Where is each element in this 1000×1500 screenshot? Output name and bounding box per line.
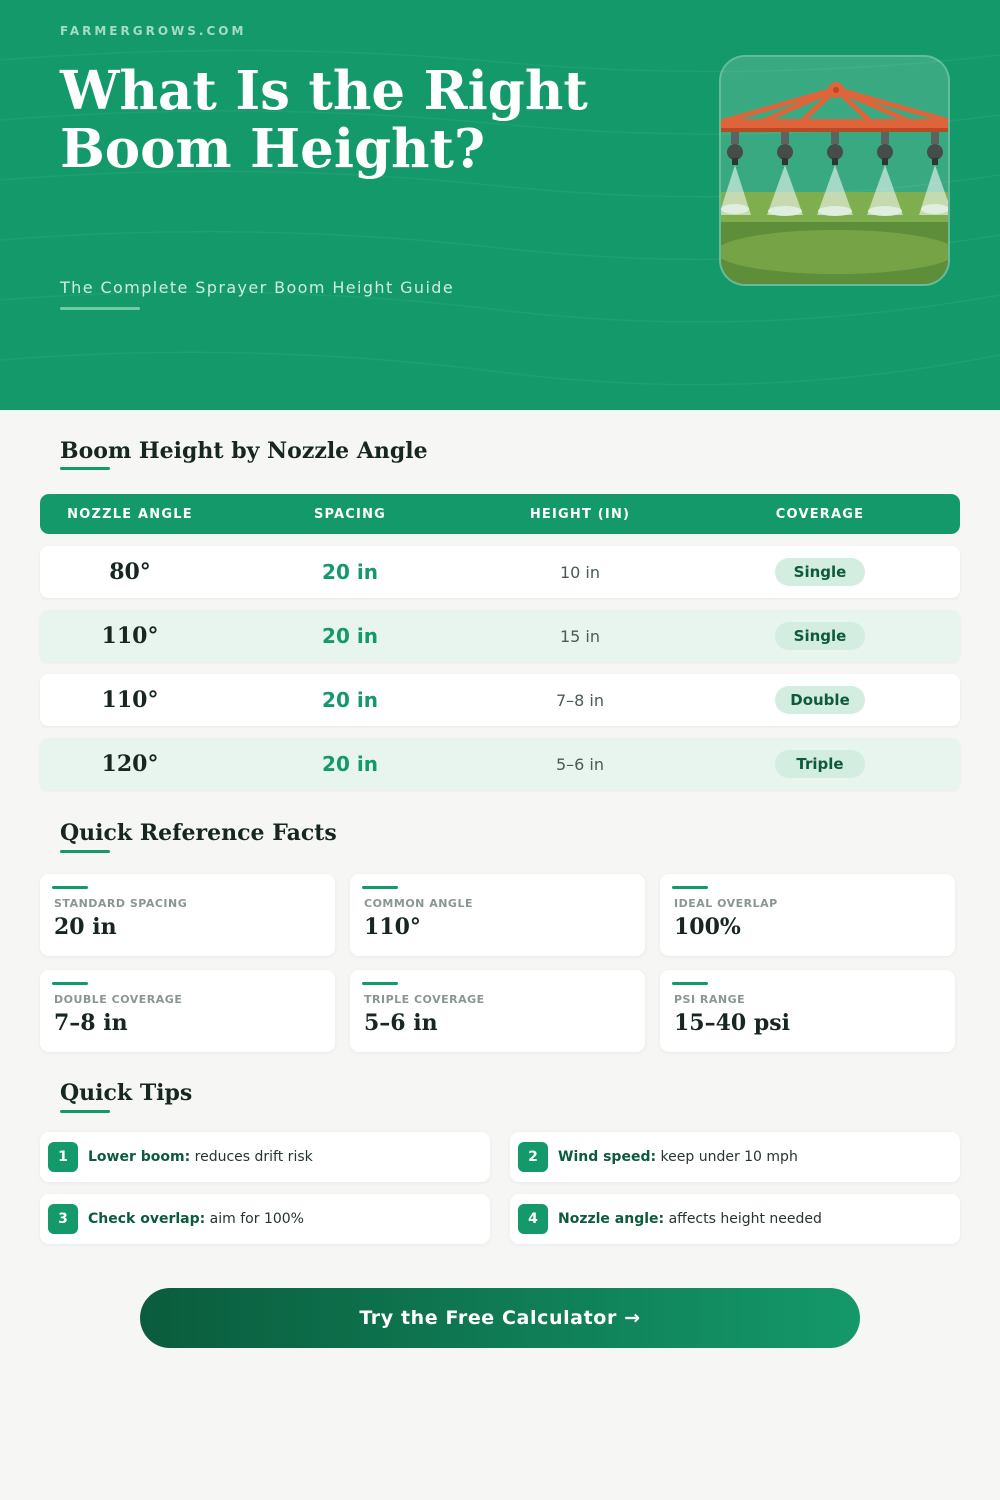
cell-height: 10 in: [559, 562, 601, 582]
cell-spacing: 20 in: [322, 624, 378, 648]
coverage-badge: Double: [775, 686, 865, 714]
tip-text: [88, 1149, 313, 1165]
tip-card: [510, 1132, 960, 1182]
sprayer-boom-illustration: [719, 55, 950, 286]
fact-card: [40, 874, 335, 956]
tip-number-badge: 2: [518, 1142, 548, 1172]
tip-text: [558, 1211, 822, 1227]
tip-body: affects height needed: [664, 1211, 822, 1227]
fact-accent-bar: [362, 886, 398, 889]
tip-heading: Wind speed:: [558, 1149, 657, 1165]
tips-section-title: Quick Tips: [60, 1080, 193, 1106]
fact-value: 7–8 in: [54, 1010, 128, 1036]
tips-section-underline: [60, 1110, 110, 1113]
table-row: [40, 546, 960, 598]
table-row: [40, 610, 960, 662]
cell-angle: 80°: [109, 559, 151, 585]
cell-angle: 110°: [101, 623, 159, 649]
fact-card: [660, 874, 955, 956]
fact-card: [350, 970, 645, 1052]
fact-value: 15–40 psi: [674, 1010, 791, 1036]
fact-accent-bar: [362, 982, 398, 985]
header-height: HEIGHT (IN): [529, 506, 631, 522]
facts-section-title: Quick Reference Facts: [60, 820, 337, 846]
fact-label: COMMON ANGLE: [364, 897, 473, 910]
fact-value: 100%: [674, 914, 741, 940]
hero-banner: [0, 0, 1000, 410]
cell-spacing: 20 in: [322, 560, 378, 584]
cell-height: 5–6 in: [555, 754, 605, 774]
facts-section-underline: [60, 850, 110, 853]
tip-text: [558, 1149, 798, 1165]
fact-label: PSI RANGE: [674, 993, 746, 1006]
fact-value: 20 in: [54, 914, 117, 940]
page-title: What Is the Right Boom Height?: [60, 60, 588, 180]
cell-spacing: 20 in: [322, 752, 378, 776]
fact-label: DOUBLE COVERAGE: [54, 993, 183, 1006]
subtitle-underline: [60, 307, 140, 310]
coverage-badge: Single: [775, 622, 865, 650]
fact-value: 110°: [364, 914, 421, 940]
header-spacing: SPACING: [313, 506, 387, 522]
fact-value: 5–6 in: [364, 1010, 438, 1036]
tip-body: reduces drift risk: [190, 1149, 313, 1165]
tip-body: keep under 10 mph: [656, 1149, 798, 1165]
tip-card: [40, 1194, 490, 1244]
free-calculator-button[interactable]: Try the Free Calculator →: [140, 1288, 860, 1348]
header-nozzle-angle: NOZZLE ANGLE: [67, 506, 193, 522]
table-header: [40, 494, 960, 534]
tip-heading: Lower boom:: [88, 1149, 191, 1165]
tip-number-badge: 1: [48, 1142, 78, 1172]
fact-label: TRIPLE COVERAGE: [364, 993, 485, 1006]
fact-card: [350, 874, 645, 956]
coverage-badge: Single: [775, 558, 865, 586]
tip-body: aim for 100%: [205, 1211, 304, 1227]
tip-card: [40, 1132, 490, 1182]
tip-number-badge: 3: [48, 1204, 78, 1234]
table-row: [40, 674, 960, 726]
tip-card: [510, 1194, 960, 1244]
table-section-title: Boom Height by Nozzle Angle: [60, 438, 428, 464]
site-label[interactable]: FARMERGROWS.COM: [60, 24, 247, 38]
fact-label: STANDARD SPACING: [54, 897, 188, 910]
tip-heading: Check overlap:: [88, 1211, 206, 1227]
fact-accent-bar: [672, 886, 708, 889]
header-coverage: COVERAGE: [775, 506, 865, 522]
fact-card: [660, 970, 955, 1052]
fact-card: [40, 970, 335, 1052]
page-subtitle: The Complete Sprayer Boom Height Guide: [60, 278, 455, 297]
cell-height: 7–8 in: [555, 690, 605, 710]
sprayer-boom-icon: [721, 57, 950, 286]
cell-angle: 110°: [101, 687, 159, 713]
fact-accent-bar: [52, 886, 88, 889]
table-section-underline: [60, 467, 110, 470]
tip-text: [88, 1211, 304, 1227]
fact-accent-bar: [672, 982, 708, 985]
tip-heading: Nozzle angle:: [558, 1211, 665, 1227]
cell-angle: 120°: [101, 751, 159, 777]
fact-accent-bar: [52, 982, 88, 985]
cell-height: 15 in: [559, 626, 601, 646]
table-row: [40, 738, 960, 790]
tip-number-badge: 4: [518, 1204, 548, 1234]
cell-spacing: 20 in: [322, 688, 378, 712]
fact-label: IDEAL OVERLAP: [674, 897, 778, 910]
coverage-badge: Triple: [775, 750, 865, 778]
